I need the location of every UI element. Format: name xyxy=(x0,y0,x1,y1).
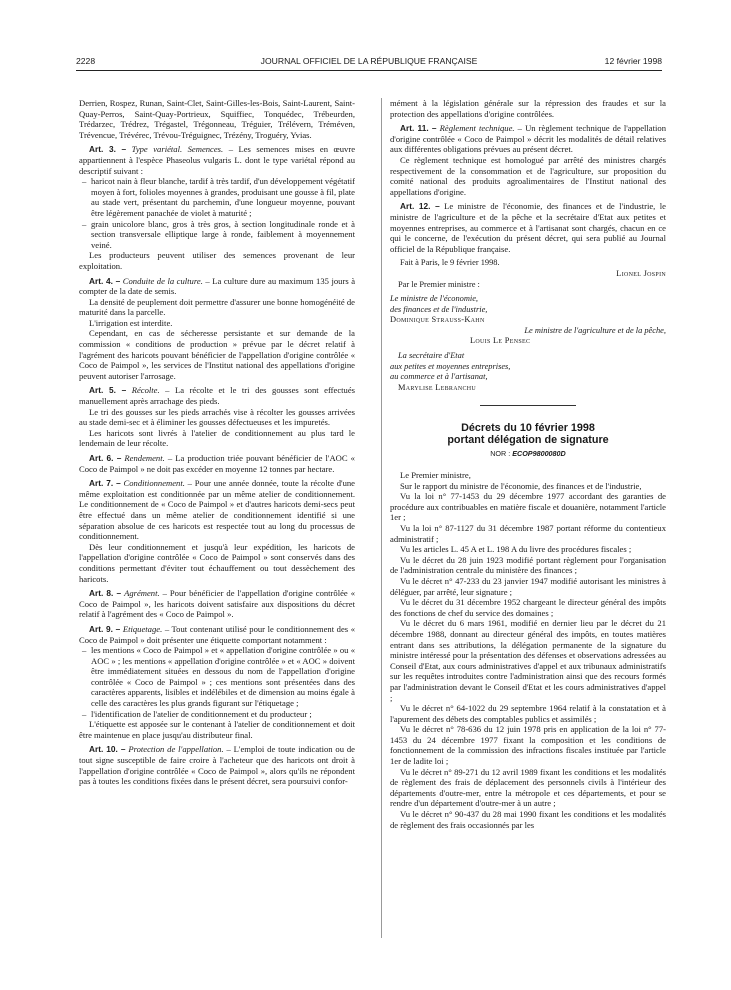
article-text: – Pour bénéficier de l'appellation d'origine contrôlée « Coco de Paimpol », les haricots doivent satisfaire aux dispositions du décret relatif à l'agrément des « Coco de Paimpol ». xyxy=(79,588,355,620)
decree-title-line-1: Décrets du 10 février 1998 xyxy=(461,422,595,435)
section-divider xyxy=(480,405,576,406)
article-3-list xyxy=(79,176,355,250)
signature-block xyxy=(390,258,666,393)
article-text: – Tout contenant utilisé pour le conditionnement des « Coco de Paimpol » doit présenter une étiquette comportant notamment : xyxy=(79,623,356,645)
article-label: Art. 4. – xyxy=(89,275,121,286)
secretary-title: La secrétaire d'Etat xyxy=(398,351,465,361)
paragraph: Cependant, en cas de sécheresse persistante et sur demande de la commission « conditions de production » prévue par le décret relatif à l'agrément des haricots pouvant bénéficier de l'appellation d'origine contrôlée « Coco de Paimpol », les services de l'Institut national des appellations d'origine peuvent autoriser l'arrosage. xyxy=(79,328,355,381)
article-label: Art. 5. – xyxy=(89,385,127,396)
article-10 xyxy=(79,744,355,786)
article-title: Agrément. xyxy=(124,588,160,599)
right-column xyxy=(390,98,666,830)
article-9 xyxy=(79,624,355,645)
article-label: Art. 6. – xyxy=(89,453,122,463)
nor-label: NOR : xyxy=(490,449,511,459)
article-8 xyxy=(79,588,355,620)
paragraph: Vu les articles L. 45 A et L. 198 A du livre des procédures fiscales ; xyxy=(400,544,632,555)
signer-prime-minister: Lionel Jospin xyxy=(616,268,666,278)
paragraph: Le Premier ministre, xyxy=(400,470,471,481)
page-number: 2228 xyxy=(76,56,96,66)
left-column xyxy=(79,98,355,787)
minister-economy-name: Dominique Strauss-Kahn xyxy=(390,315,485,325)
paragraph: Ce règlement technique est homologué par arrêté des ministres chargés respectivement de la consommation et de l'agriculture, sur proposition du comité national des produits agroalimentaires de l'Institut national des appellations d'origine. xyxy=(390,154,666,197)
article-label: Art. 10. – xyxy=(89,744,126,755)
header-rule xyxy=(76,70,662,71)
paragraph: Vu le décret n° 90-437 du 28 mai 1990 fixant les conditions et les modalités de règlement des frais occasionnés par les xyxy=(390,809,666,830)
paragraph: Dès leur conditionnement et jusqu'à leur expédition, les haricots de l'appellation d'origine contrôlée « Coco de Paimpol » sont conservés dans des conditions permettant d'éviter tout échauffement ou tout dessèchement des haricots. xyxy=(79,541,355,584)
article-title: Récolte. xyxy=(131,385,160,396)
page-header xyxy=(76,56,662,70)
article-6 xyxy=(79,453,355,474)
paragraph: Vu la loi n° 77-1453 du 29 décembre 1977 accordant des garanties de procédure aux contribuables en matière fiscale et douanière, notamment l'article 1er ; xyxy=(390,491,666,523)
article-title: Règlement technique. xyxy=(439,123,515,134)
secretary-title-3: au commerce et à l'artisanat, xyxy=(390,372,488,382)
paragraph: L'étiquette est apposée sur le contenant à l'atelier de conditionnement et doit être maintenue en place jusqu'au distributeur final. xyxy=(79,719,355,740)
article-title: Rendement. xyxy=(124,453,165,463)
article-title: Conduite de la culture. xyxy=(122,275,203,286)
decree-title-line-2: portant délégation de signature xyxy=(447,434,609,447)
nor-reference xyxy=(390,449,666,460)
decree-title xyxy=(390,422,666,446)
paragraph: Vu le décret n° 64-1022 du 29 septembre 1964 relatif à la constatation et à l'apurement des débets des comptables publics et assimilés ; xyxy=(390,703,666,724)
list-item: – grain unicolore blanc, gros à très gros, à section longitudinale ronde et à section transversale elliptique large à ronde, faiblement à moyennement veiné. xyxy=(91,219,355,251)
done-at: Fait à Paris, le 9 février 1998. xyxy=(400,258,500,268)
article-label: Art. 12. – xyxy=(400,201,440,212)
article-label: Art. 8. – xyxy=(89,588,122,599)
article-3 xyxy=(79,144,355,176)
paragraph: La densité de peuplement doit permettre d'assurer une bonne homogénéité de maturité dans la parcelle. xyxy=(79,296,355,318)
article-9-list xyxy=(79,645,355,719)
article-text: – Les semences mises en œuvre appartiennent à l'espèce Phaseolus vulgaris L. dont le type variétal répond au descriptif suivant : xyxy=(79,144,356,176)
commune-list: Derrien, Rospez, Runan, Saint-Clet, Saint-Gilles-les-Bois, Saint-Laurent, Saint-Quay-Perros, Saint-Quay-Portrieux, Squiffiec, Tonquédec, Trébeurden, Trédarzec, Trédrez, Trégastel, Trégonneau, Tréguier, Trélévern, Tréméven, Trévencue, Trévérec, Trévou-Tréguignec, Trézény, Troguéry, Yvias. xyxy=(79,98,355,140)
article-text: – Un règlement technique de l'appellation d'origine contrôlée « Coco de Paimpol » décrit les modalités de détail relatives aux différentes obligations prévues au présent décret. xyxy=(390,123,666,155)
by-prime-minister: Par le Premier ministre : xyxy=(398,279,480,289)
issue-date: 12 février 1998 xyxy=(604,56,662,66)
minister-agriculture-name: Louis Le Pensec xyxy=(470,336,531,346)
minister-economy-title: Le ministre de l'économie, xyxy=(390,294,479,304)
article-title: Type variétal. Semences. xyxy=(131,144,224,155)
paragraph: Vu le décret du 28 juin 1923 modifié portant règlement pour l'organisation de l'administration centrale du ministère des finances ; xyxy=(390,554,666,576)
article-text: – La production triée pouvant bénéficier de l'AOC « Coco de Paimpol » ne doit pas excéder en moyenne 12 tonnes par hectare. xyxy=(79,453,355,474)
article-label: Art. 9. – xyxy=(89,623,121,634)
minister-agriculture-title: Le ministre de l'agriculture et de la pêche, xyxy=(524,325,666,335)
paragraph: mément à la législation générale sur la répression des fraudes et sur la protection des appellations d'origine contrôlées. xyxy=(390,98,666,119)
paragraph: Sur le rapport du ministre de l'économie, des finances et de l'industrie, xyxy=(400,480,642,491)
paragraph: L'irrigation est interdite. xyxy=(89,317,173,328)
minister-economy-title-2: des finances et de l'industrie, xyxy=(390,304,488,314)
article-text: – La culture dure au maximum 135 jours à compter de la date de semis. xyxy=(79,275,356,297)
article-4 xyxy=(79,276,355,297)
article-text: – L'emploi de toute indication ou de tout signe susceptible de faire croire à l'acheteur que des haricots ont droit à l'appellation d'origine contrôlée « Coco de Paimpol », alors qu'ils ne répondent pas à toutes les conditions fixées dans le présent décret, sera poursuivi confor- xyxy=(79,744,355,787)
paragraph: Vu le décret du 31 décembre 1952 chargeant le directeur général des impôts des fonctions de chef du service des domaines ; xyxy=(390,597,666,618)
paragraph: Le tri des gousses sur les pieds arrachés vise à récolter les gousses arrivées au stade demi-sec et à éliminer les gousses défectueuses et les impuretés. xyxy=(79,406,355,428)
article-text: – Pour une année donnée, toute la récolte d'une même exploitation est conditionnée par un même atelier de conditionnement. Le conditionnement de « Coco de Paimpol » et d'autres haricots demi-secs peut être effectué dans un même atelier de conditionnement identifié si une séparation absolue de ces haricots est respectée tout au long du processus de conditionnement. xyxy=(79,478,355,542)
list-item: – haricot nain à fleur blanche, tardif à très tardif, d'un développement végétatif moyen à fort, folioles moyennes à grandes, produisant une gousse à fil, plate au stade vert, présentant du parchemin, d'une longueur moyenne, pouvant être légèrement panachée de violet à maturité ; xyxy=(91,176,355,218)
article-5 xyxy=(79,385,355,406)
paragraph: Vu le décret du 6 mars 1961, modifié en dernier lieu par le décret du 21 décembre 1988, donnant au directeur général des impôts, en toutes matières entrant dans ses attributions, la délégation permanente de la signature du ministre intéressé pour la présentation des défenses et observations adressées au Conseil d'Etat, aux cours administratives d'appel et aux tribunaux administratifs sur les requêtes introduites contre l'administration ainsi que des recours formés par l'administration devant le Conseil d'Etat et les cours administratives d'appel ; xyxy=(390,618,666,703)
secretary-name: Marylise Lebranchu xyxy=(398,382,477,392)
paragraph: Les producteurs peuvent utiliser des semences provenant de leur exploitation. xyxy=(79,250,355,271)
secretary-title-2: aux petites et moyennes entreprises, xyxy=(390,361,511,371)
article-label: Art. 7. – xyxy=(89,478,121,489)
paragraph: Vu le décret n° 89-271 du 12 avril 1989 fixant les conditions et les modalités de règlement des frais de déplacement des personnels civils à l'intérieur des départements d'outre-mer, entre la métropole et ces départements, et pour se rendre d'un département d'outre-mer à un autre ; xyxy=(390,766,666,809)
paragraph: Vu le décret n° 47-233 du 23 janvier 1947 modifié autorisant les ministres à déléguer, par arrêté, leur signature ; xyxy=(390,575,666,597)
article-label: Art. 11. – xyxy=(400,123,437,134)
article-title: Etiquetage. xyxy=(122,623,163,634)
journal-title: JOURNAL OFFICIEL DE LA RÉPUBLIQUE FRANÇAISE xyxy=(260,56,478,66)
article-7 xyxy=(79,478,355,542)
article-12 xyxy=(390,201,666,254)
paragraph: Vu la loi n° 87-1127 du 31 décembre 1987 portant réforme du contentieux administratif ; xyxy=(390,523,666,544)
article-label: Art. 3. – xyxy=(89,144,127,155)
column-separator xyxy=(381,98,382,938)
nor-code: ECOP9800080D xyxy=(512,449,566,459)
list-item: – les mentions « Coco de Paimpol » et « appellation d'origine contrôlée » ou « AOC » ; les mentions « appellation d'origine contrôlée » et « AOC » doivent être immédiatement situées en dessous du nom de l'appellation d'origine contrôlée « Coco de Paimpol » ; ces mentions sont présentées dans des caractères apparents, lisibles et indélébiles et de dimension au moins égale à celle des caractères les plus grands figurant sur l'étiquetage ; xyxy=(91,645,355,709)
article-title: Conditionnement. xyxy=(123,478,185,489)
article-text: Le ministre de l'économie, des finances et de l'industrie, le ministre de l'agriculture et de la pêche et la secrétaire d'Etat aux petites et moyennes entreprises, au commerce et à l'artisanat sont chargés, chacun en ce qui le concerne, de l'exécution du présent décret, qui sera publié au Journal officiel de la République française. xyxy=(390,201,666,254)
article-title: Protection de l'appellation. xyxy=(128,744,224,755)
paragraph: Les haricots sont livrés à l'atelier de conditionnement au plus tard le lendemain de leur récolte. xyxy=(79,427,355,449)
article-text: – La récolte et le tri des gousses sont effectués manuellement après arrachage des pieds. xyxy=(79,385,356,407)
paragraph: Vu le décret n° 78-636 du 12 juin 1978 pris en application de la loi n° 77-1453 du 24 décembre 1977 fixant la composition et les conditions de fonctionnement de la commission des infractions fiscales instituée par l'article 1er de ladite loi ; xyxy=(390,724,666,767)
list-item: – l'identification de l'atelier de conditionnement et du producteur ; xyxy=(91,709,355,720)
article-11 xyxy=(390,123,666,155)
